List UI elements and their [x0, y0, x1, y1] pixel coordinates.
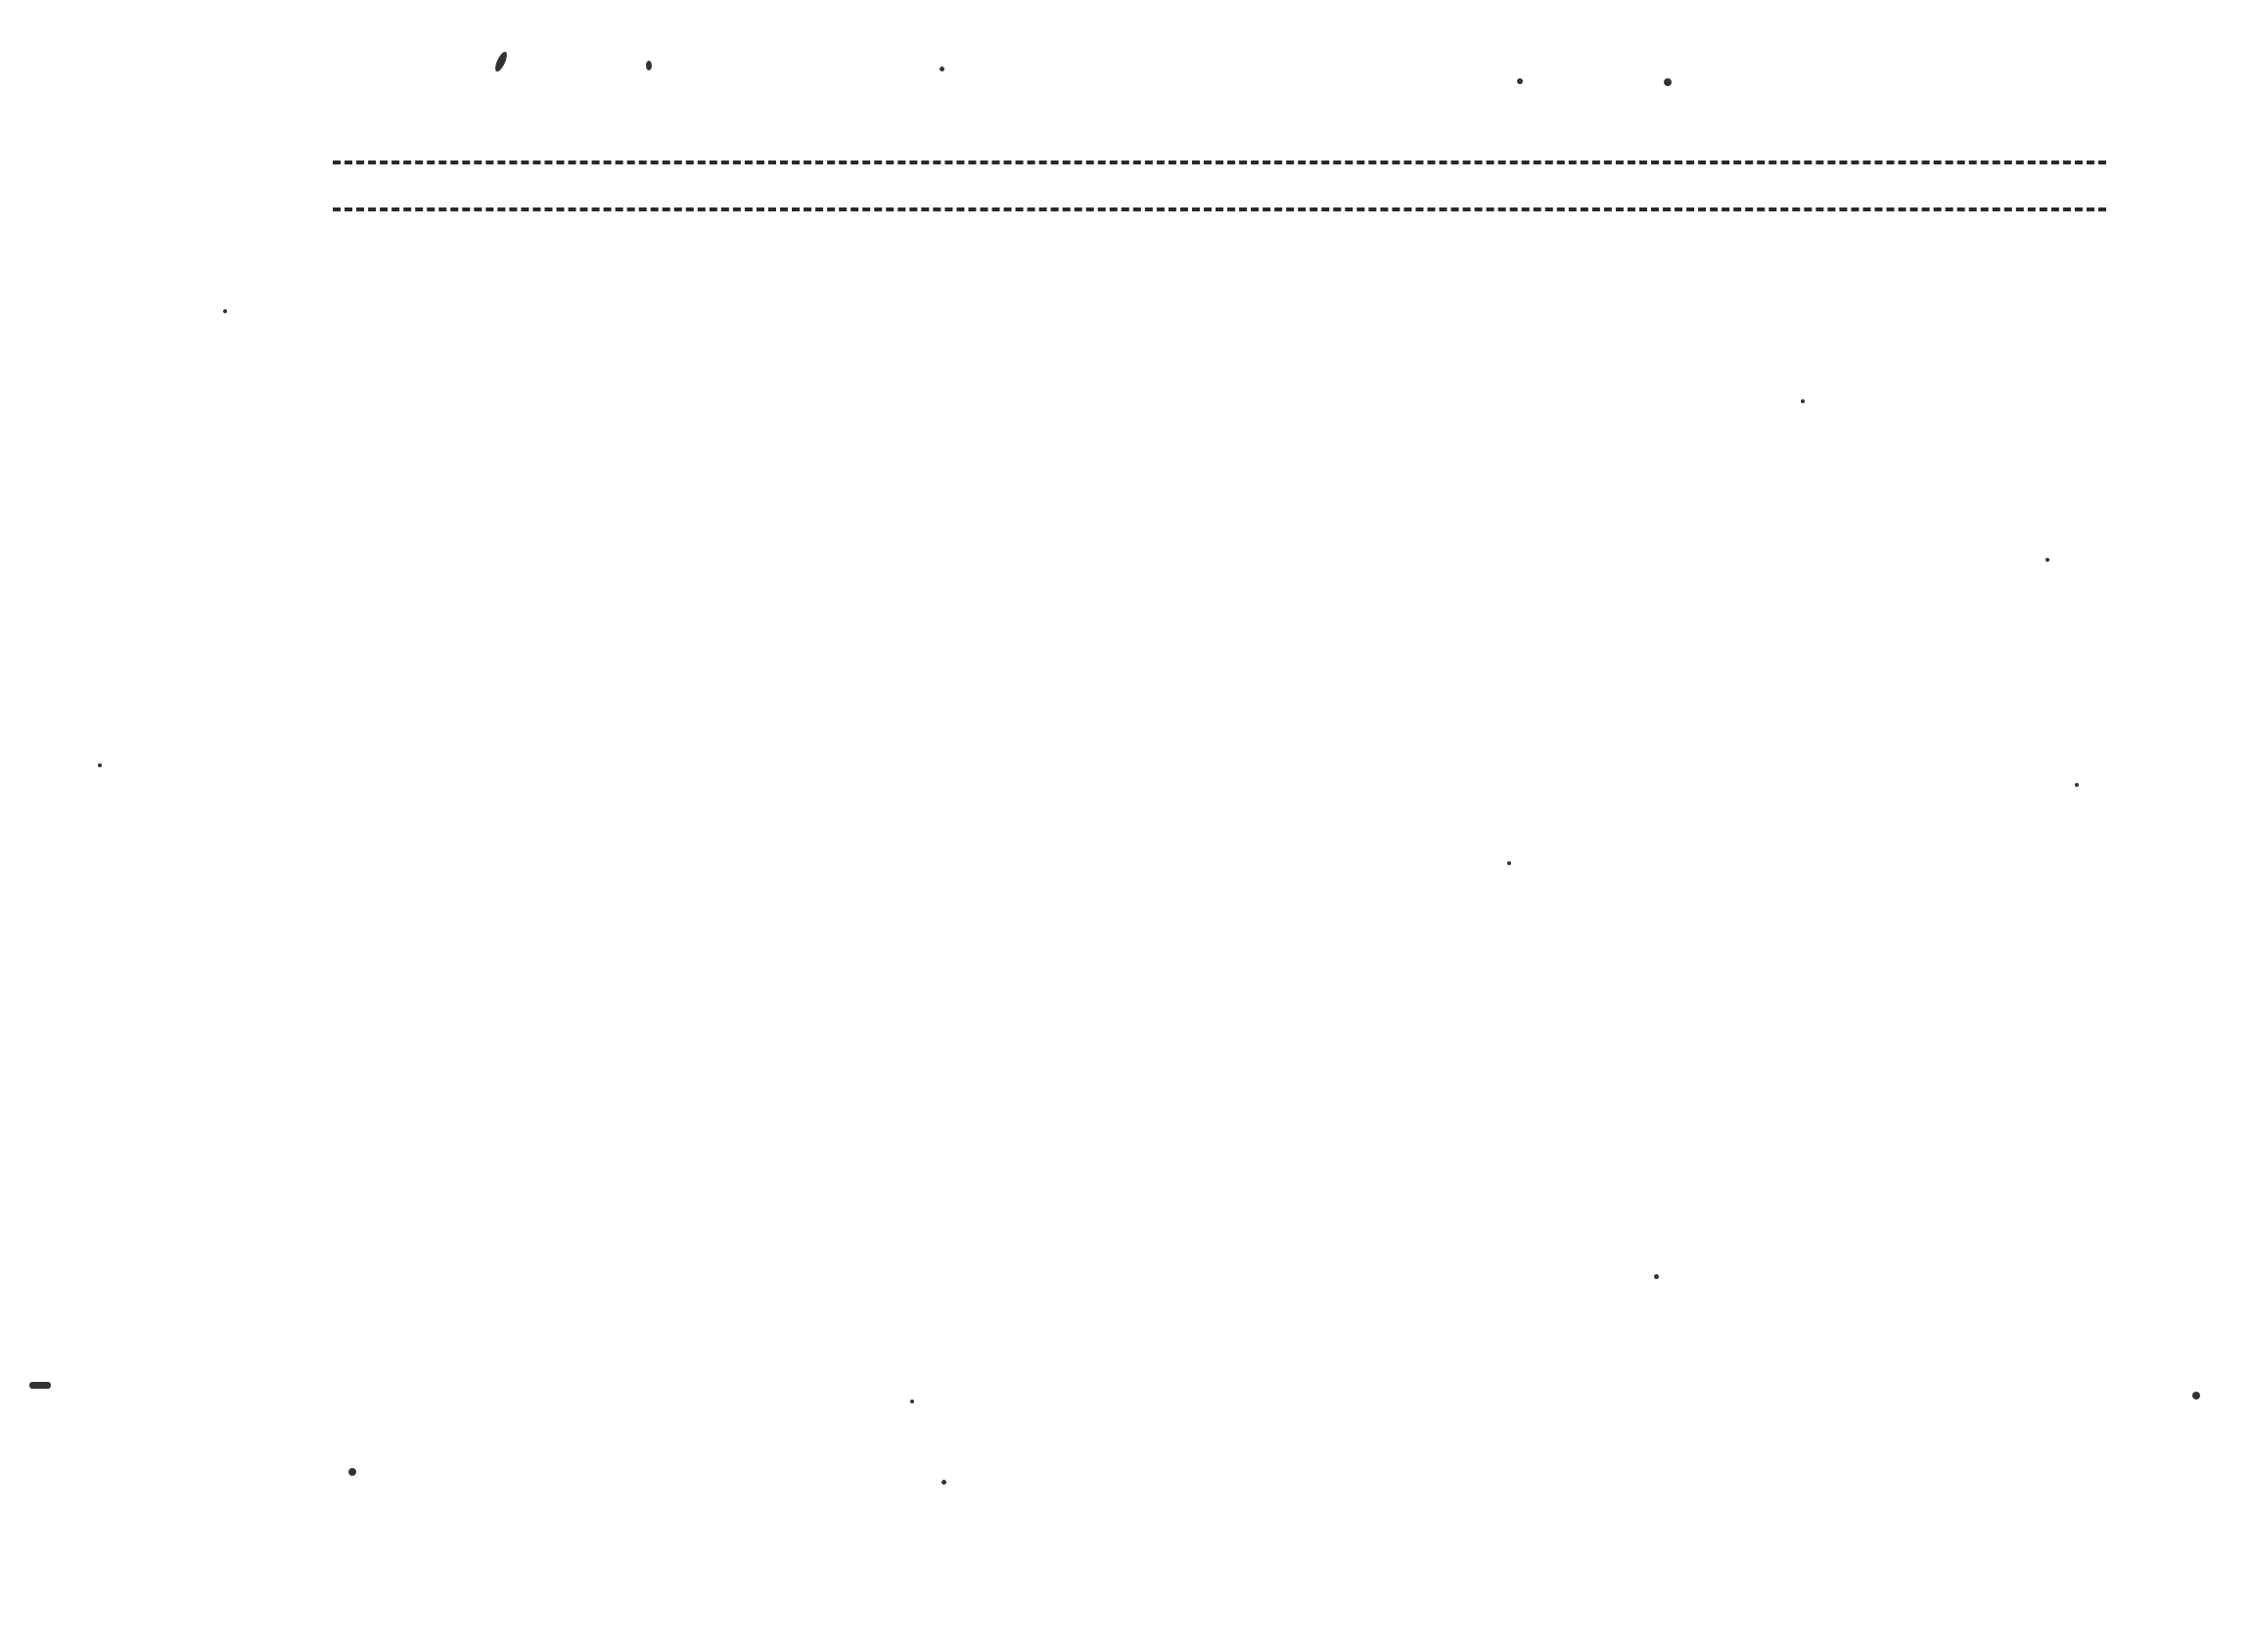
scan-speck [1654, 1274, 1659, 1279]
header-rule-top [333, 161, 2106, 164]
scan-speck [98, 763, 102, 767]
scan-speck [348, 1468, 356, 1476]
scan-speck [1507, 861, 1511, 865]
scan-speck [223, 309, 227, 313]
scan-speck [1664, 78, 1672, 86]
scan-speck [2075, 783, 2079, 787]
scan-speck [2192, 1392, 2200, 1400]
scan-speck [2045, 558, 2049, 562]
scan-speck [942, 1480, 946, 1485]
scan-speck [646, 61, 652, 70]
scan-speck [29, 1382, 51, 1389]
scan-speck [493, 50, 510, 72]
scan-speck [1801, 399, 1805, 403]
scan-speck [940, 67, 944, 71]
header-rule-bottom [333, 207, 2106, 211]
scan-speck [910, 1400, 914, 1403]
scan-speck [1517, 78, 1523, 84]
